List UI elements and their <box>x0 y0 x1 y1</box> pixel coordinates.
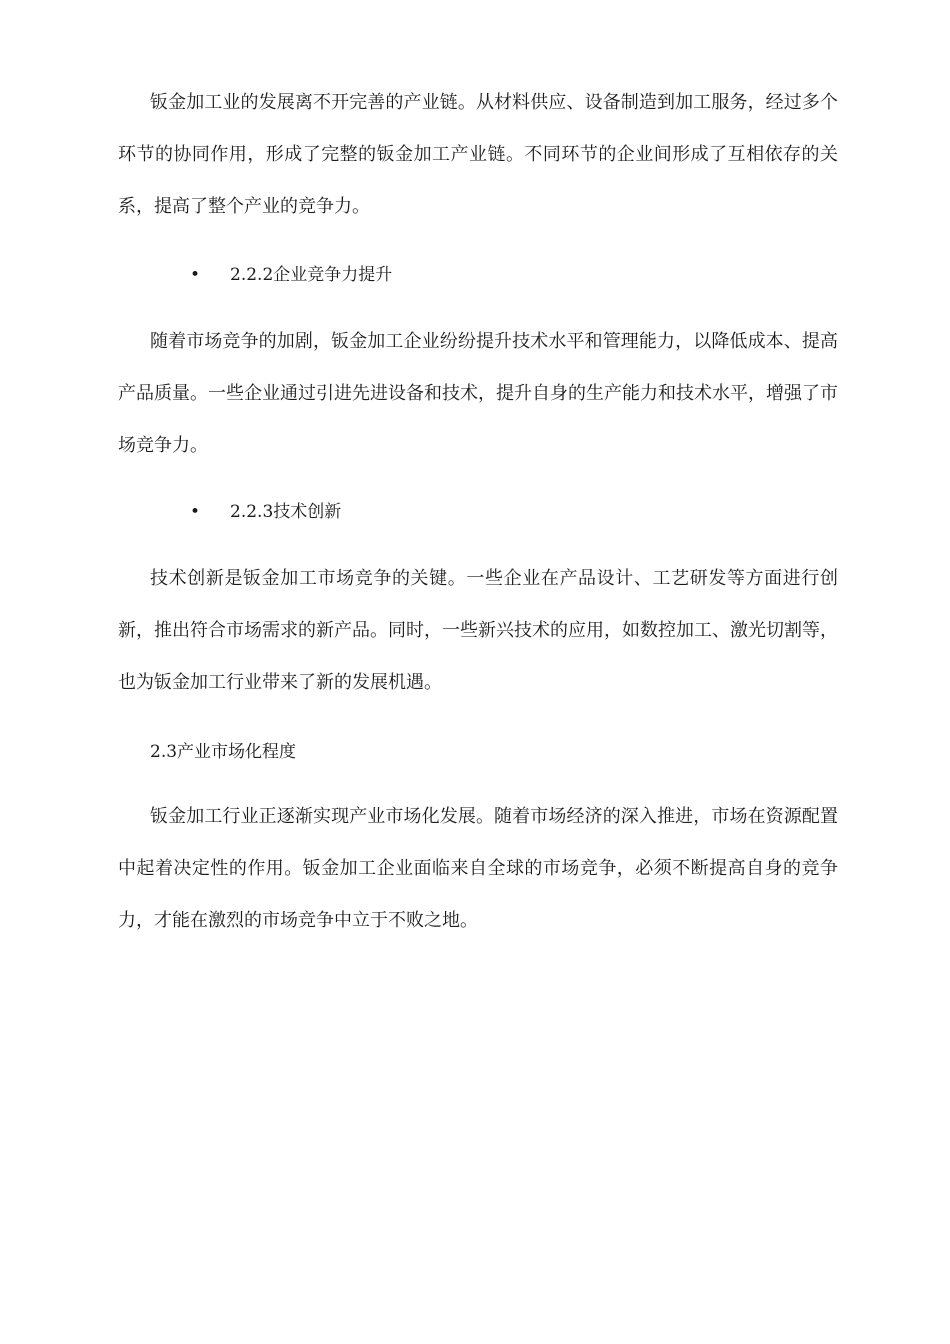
paragraph-industry-chain: 钣金加工业的发展离不开完善的产业链。从材料供应、设备制造到加工服务，经过多个环节的协同作用，形成了完整的钣金加工产业链。不同环节的企业间形成了互相依存的关系，提高了整个产业的竞争力。 <box>118 92 838 217</box>
bullet-heading-text: 2.2.3技术创新 <box>230 502 342 522</box>
section-heading: 2.3产业市场化程度 <box>150 742 297 762</box>
bullet-icon: • <box>190 502 201 522</box>
paragraph-marketization: 钣金加工行业正逐渐实现产业市场化发展。随着市场经济的深入推进，市场在资源配置中起着决定性的作用。钣金加工企业面临来自全球的市场竞争，必须不断提高自身的竞争力，才能在激烈的市场竞争中立于不败之地。 <box>118 806 838 931</box>
paragraph-innovation: 技术创新是钣金加工市场竞争的关键。一些企业在产品设计、工艺研发等方面进行创新，推出符合市场需求的新产品。同时，一些新兴技术的应用，如数控加工、激光切割等，也为钣金加工行业带来了新的发展机遇。 <box>118 568 838 693</box>
bullet-heading-competitiveness <box>190 262 392 288</box>
bullet-heading-text: 2.2.2企业竞争力提升 <box>230 265 393 285</box>
paragraph-competitiveness: 随着市场竞争的加剧，钣金加工企业纷纷提升技术水平和管理能力，以降低成本、提高产品质量。一些企业通过引进先进设备和技术，提升自身的生产能力和技术水平，增强了市场竞争力。 <box>118 331 838 456</box>
bullet-icon: • <box>190 265 201 285</box>
bullet-heading-innovation <box>190 499 341 525</box>
